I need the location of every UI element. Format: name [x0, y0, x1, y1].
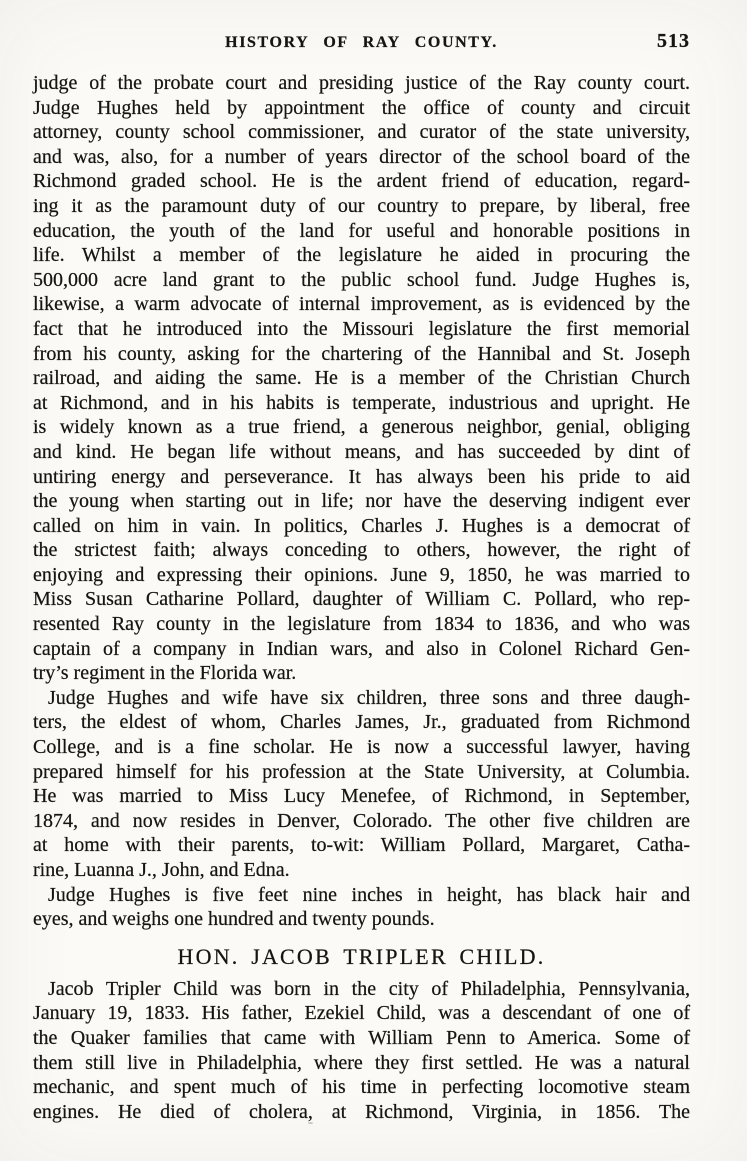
section-heading: HON. JACOB TRIPLER CHILD.	[177, 943, 546, 969]
text-line: 500,000 acre land grant to the public school fund. Judge Hughes is,	[33, 268, 690, 291]
text-line: and kind. He began life without means, and has succeeded by dint of	[33, 440, 690, 463]
running-head-title: HISTORY OF RAY COUNTY.	[225, 34, 498, 51]
text-line: fact that he introduced into the Missouri legislature the first memorial	[33, 317, 690, 340]
text-line: and was, also, for a number of years director of the school board of the	[33, 145, 690, 168]
paragraph	[33, 883, 690, 932]
text-line: prepared himself for his profession at the State University, at Columbia.	[33, 760, 690, 783]
paragraph	[33, 977, 690, 1125]
page-number: 513	[657, 30, 690, 52]
text-line: try’s regiment in the Florida war.	[33, 662, 297, 685]
body-content	[33, 71, 690, 1124]
text-line: captain of a company in Indian wars, and also in Colonel Richard Gen-	[33, 637, 690, 660]
text-line: the Quaker families that came with William Penn to America. Some of	[33, 1026, 690, 1049]
paragraph	[33, 686, 690, 883]
text-line: attorney, county school commissioner, and curator of the state university,	[33, 121, 690, 144]
text-line: resented Ray county in the legislature from 1834 to 1836, and who was	[33, 613, 690, 636]
text-line: Judge Hughes held by appointment the office of county and circuit	[33, 96, 690, 119]
text-line: the strictest faith; always conceding to others, however, the right of	[33, 539, 690, 562]
scan-artifact	[308, 1122, 313, 1124]
text-line: ing it as the paramount duty of our country to prepare, by liberal, free	[33, 194, 690, 217]
text-line: Judge Hughes is five feet nine inches in height, has black hair and	[48, 883, 690, 906]
text-line: Miss Susan Catharine Pollard, daughter of William C. Pollard, who rep-	[33, 588, 690, 611]
text-line: from his county, asking for the chartering of the Hannibal and St. Joseph	[33, 342, 690, 365]
text-line: enjoying and expressing their opinions. June 9, 1850, he was married to	[33, 563, 690, 586]
text-line: January 19, 1833. His father, Ezekiel Child, was a descendant of one of	[33, 1002, 690, 1025]
text-line: called on him in vain. In politics, Charles J. Hughes is a democrat of	[33, 514, 690, 537]
text-line: likewise, a warm advocate of internal improvement, as is evidenced by the	[33, 293, 690, 316]
text-line: College, and is a fine scholar. He is now a successful lawyer, having	[33, 736, 690, 759]
text-line: eyes, and weighs one hundred and twenty pounds.	[33, 908, 435, 931]
text-line: at Richmond, and in his habits is temperate, industrious and upright. He	[33, 391, 690, 414]
text-line: judge of the probate court and presiding justice of the Ray county court.	[33, 72, 690, 94]
text-line: at home with their parents, to-wit: William Pollard, Margaret, Catha-	[33, 834, 690, 857]
text-line: rine, Luanna J., John, and Edna.	[33, 859, 290, 881]
text-line: ters, the eldest of whom, Charles James, Jr., graduated from Richmond	[33, 711, 690, 734]
text-line: Jacob Tripler Child was born in the city of Philadelphia, Pennsylvania,	[48, 977, 690, 1000]
text-line: 1874, and now resides in Denver, Colorado. The other five children are	[33, 809, 690, 832]
text-line: them still live in Philadelphia, where they first settled. He was a natural	[33, 1051, 690, 1074]
text-line: railroad, and aiding the same. He is a member of the Christian Church	[33, 367, 690, 390]
text-line: Judge Hughes and wife have six children, three sons and three daugh-	[48, 686, 690, 709]
running-head	[33, 30, 690, 54]
paragraph	[33, 71, 690, 686]
text-line: Richmond graded school. He is the ardent friend of education, regard-	[33, 170, 690, 193]
text-block	[33, 30, 690, 1124]
text-line: the young when starting out in life; nor have the deserving indigent ever	[33, 490, 690, 513]
text-line: life. Whilst a member of the legislature he aided in procuring the	[33, 244, 690, 267]
text-line: untiring energy and perseverance. It has always been his pride to aid	[33, 465, 690, 488]
text-line: education, the youth of the land for useful and honorable positions in	[33, 219, 690, 242]
text-line: He was married to Miss Lucy Menefee, of Richmond, in September,	[33, 785, 690, 808]
text-line: engines. He died of cholera, at Richmond, Virginia, in 1856. The	[33, 1100, 690, 1123]
text-line: mechanic, and spent much of his time in perfecting locomotive steam	[33, 1076, 690, 1099]
text-line: is widely known as a true friend, a generous neighbor, genial, obliging	[33, 416, 690, 439]
